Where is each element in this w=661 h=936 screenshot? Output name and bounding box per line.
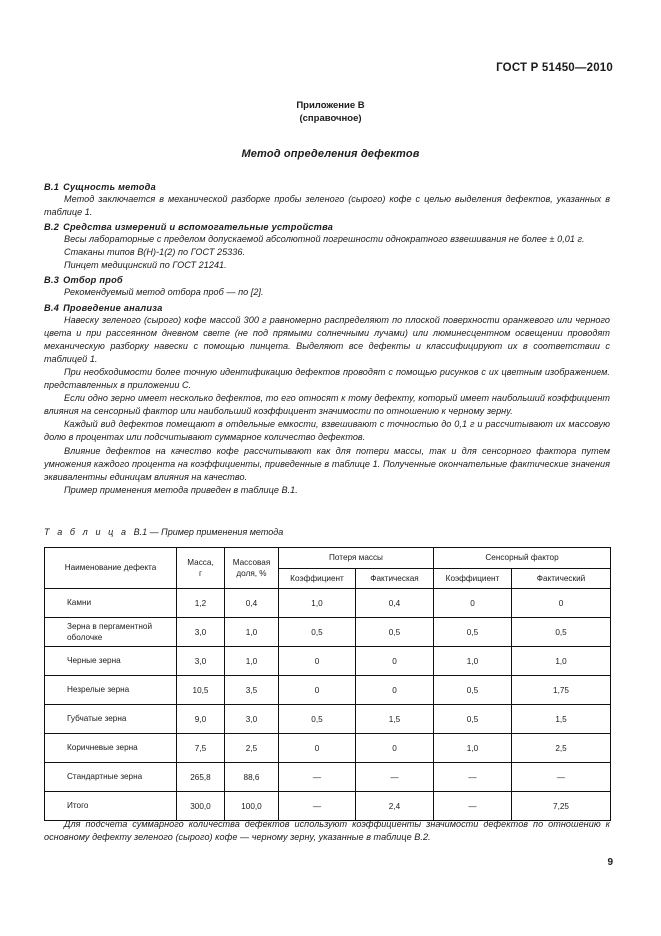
table-body xyxy=(45,589,611,821)
cell-loss-actual: 0 xyxy=(356,676,434,705)
cell-defect-name: Камни xyxy=(45,589,177,618)
cell-loss-coefficient: 0,5 xyxy=(279,705,356,734)
section-number-b4: В.4 xyxy=(44,302,60,313)
paragraph-b4-4: Каждый вид дефектов помещают в отдельные емкости, взвешивают с точностью до 0,1 г и рассчитывают их массовую долю в процентах или подсчитывают суммарное количество дефектов. xyxy=(44,419,610,443)
table-row xyxy=(45,763,611,792)
cell-loss-actual: 0 xyxy=(356,734,434,763)
paragraph-b2-2: Стаканы типов В(Н)-1(2) по ГОСТ 25336. xyxy=(64,247,246,258)
table-row-total xyxy=(45,792,611,821)
paragraph-b4-5: Влияние дефектов на качество кофе рассчитывают как для потери массы, так и для сенсорного фактора путем умножения каждого процента на коэффициенты, приведенные в таблице 1. Полученные окончательные фактические значения эквивалентны единицам влияния на качество. xyxy=(44,445,610,482)
cell-loss-actual: 2,4 xyxy=(356,792,434,821)
column-group-header-mass-loss: Потеря массы xyxy=(279,548,434,569)
cell-defect-name: Черные зерна xyxy=(45,647,177,676)
cell-loss-actual: 0,5 xyxy=(356,618,434,647)
cell-loss-coefficient: 1,0 xyxy=(279,589,356,618)
cell-mass: 3,0 xyxy=(177,647,225,676)
column-group-header-sensory: Сенсорный фактор xyxy=(434,548,611,569)
paragraph-b3-1: Рекомендуемый метод отбора проб — по [2]. xyxy=(64,287,264,298)
cell-mass: 265,8 xyxy=(177,763,225,792)
column-header-share xyxy=(225,548,279,589)
section-title-b4: Проведение анализа xyxy=(63,302,163,313)
column-header-mass xyxy=(177,548,225,589)
column-header-mass-line2: г xyxy=(199,569,202,578)
column-header-share-line1: Массовая xyxy=(232,557,271,567)
section-heading-b1 xyxy=(44,182,610,193)
paragraph-b4-1: Навеску зеленого (сырого) кофе массой 300 г равномерно распределяют по плоской поверхности оранжевого или черного цвета и при рассеянном дневном свете (не под прямыми солнечными лучами) или люминесцентном освещении проводят механическую разборку навески с помощью пинцета. Выделяют все дефекты и классифицируют их в соответствии с таблицей 1. xyxy=(44,314,610,364)
table-row xyxy=(45,734,611,763)
cell-share: 100,0 xyxy=(225,792,279,821)
paragraph-b4-3: Если одно зерно имеет несколько дефектов, то его относят к тому дефекту, который имеет наибольший коэффициент влияния на сенсорный фактор или наибольший коэффициент значимости по отношению к черному зерну. xyxy=(44,393,610,417)
section-title-b1: Сущность метода xyxy=(63,182,156,192)
cell-loss-actual: 0,4 xyxy=(356,589,434,618)
cell-mass: 9,0 xyxy=(177,705,225,734)
cell-sensory-actual: 1,0 xyxy=(512,647,611,676)
cell-defect-name: Коричневые зерна xyxy=(45,734,177,763)
annex-kind: (справочное) xyxy=(299,112,362,124)
cell-sensory-actual: 1,5 xyxy=(512,705,611,734)
cell-defect-name: Итого xyxy=(45,792,177,821)
table-caption xyxy=(44,527,283,537)
paragraph-b2-1: Весы лабораторные с пределом допускаемой абсолютной погрешности однократного взвешивания не более ± 0,01 г. xyxy=(64,234,585,245)
section-number-b1: В.1 xyxy=(44,182,60,192)
section-number-b2: В.2 xyxy=(44,222,60,233)
table-row xyxy=(45,676,611,705)
paragraph-b4-2: При необходимости более точную идентификацию дефектов проводят с помощью рисунков с их цветным изображением. представленных в приложении С. xyxy=(44,366,610,391)
table-head xyxy=(45,548,611,589)
paragraph-b2-3: Пинцет медицинский по ГОСТ 21241. xyxy=(64,260,227,271)
cell-share: 2,5 xyxy=(225,734,279,763)
section-heading-b2 xyxy=(44,222,610,233)
cell-sensory-actual: 0,5 xyxy=(512,618,611,647)
cell-defect-name: Незрелые зерна xyxy=(45,676,177,705)
cell-sensory-coefficient: — xyxy=(434,792,512,821)
table-caption-dash: — xyxy=(149,527,159,537)
section-title-b2: Средства измерений и вспомогательные устройства xyxy=(63,222,334,233)
cell-loss-coefficient: — xyxy=(279,763,356,792)
table-row xyxy=(45,589,611,618)
cell-mass: 10,5 xyxy=(177,676,225,705)
cell-share: 1,0 xyxy=(225,647,279,676)
cell-sensory-actual: 0 xyxy=(512,589,611,618)
cell-loss-coefficient: 0,5 xyxy=(279,618,356,647)
column-header-name: Наименование дефекта xyxy=(45,548,177,589)
column-header-loss-actual: Фактическая xyxy=(356,568,434,589)
cell-mass: 3,0 xyxy=(177,618,225,647)
cell-share: 3,0 xyxy=(225,705,279,734)
cell-sensory-actual: 7,25 xyxy=(512,792,611,821)
cell-share: 1,0 xyxy=(225,618,279,647)
cell-loss-actual: — xyxy=(356,763,434,792)
closing-content xyxy=(44,818,610,844)
cell-sensory-coefficient: 1,0 xyxy=(434,647,512,676)
page-number: 9 xyxy=(607,857,613,868)
cell-sensory-coefficient: 0,5 xyxy=(434,618,512,647)
paragraph-b1-1: Метод заключается в механической разборке пробы зеленого (сырого) кофе с целью выделения дефектов, указанных в таблице 1. xyxy=(44,194,610,218)
section-heading-b4 xyxy=(44,303,610,314)
cell-mass: 300,0 xyxy=(177,792,225,821)
cell-sensory-coefficient: 0,5 xyxy=(434,705,512,734)
running-header-standard-number: ГОСТ Р 51450—2010 xyxy=(496,62,613,74)
body-content xyxy=(44,182,610,497)
cell-loss-coefficient: 0 xyxy=(279,676,356,705)
cell-sensory-coefficient: — xyxy=(434,763,512,792)
cell-loss-coefficient: 0 xyxy=(279,647,356,676)
cell-sensory-actual: 2,5 xyxy=(512,734,611,763)
cell-loss-actual: 0 xyxy=(356,647,434,676)
cell-loss-coefficient: — xyxy=(279,792,356,821)
table-row xyxy=(45,705,611,734)
cell-sensory-coefficient: 1,0 xyxy=(434,734,512,763)
cell-share: 88,6 xyxy=(225,763,279,792)
cell-defect-name: Губчатые зерна xyxy=(45,705,177,734)
defect-example-table xyxy=(44,547,611,821)
cell-share: 3,5 xyxy=(225,676,279,705)
column-header-mass-line1: Масса, xyxy=(187,557,214,567)
cell-loss-coefficient: 0 xyxy=(279,734,356,763)
table-caption-word: Т а б л и ц а xyxy=(44,527,129,537)
column-header-loss-coefficient: Коэффициент xyxy=(279,568,356,589)
cell-mass: 7,5 xyxy=(177,734,225,763)
column-header-sensory-actual: Фактический xyxy=(512,568,611,589)
cell-sensory-coefficient: 0 xyxy=(434,589,512,618)
annex-label: Приложение В xyxy=(296,100,365,111)
cell-sensory-actual: — xyxy=(512,763,611,792)
section-number-b3: В.3 xyxy=(44,275,60,286)
paragraph-closing-1: Для подсчета суммарного количества дефектов используют коэффициенты значимости дефектов по отношению к основному дефекту зеленого (сырого) кофе — черному зерну, указанные в таблице В.2. xyxy=(44,819,610,843)
annex-caption xyxy=(0,100,661,126)
cell-loss-actual: 1,5 xyxy=(356,705,434,734)
column-header-sensory-coefficient: Коэффициент xyxy=(434,568,512,589)
section-heading-b3 xyxy=(44,275,610,286)
section-title-b3: Отбор проб xyxy=(63,275,123,286)
cell-defect-name: Стандартные зерна xyxy=(45,763,177,792)
cell-sensory-actual: 1,75 xyxy=(512,676,611,705)
cell-mass: 1,2 xyxy=(177,589,225,618)
table-row xyxy=(45,618,611,647)
table-caption-number: В.1 xyxy=(133,527,148,537)
cell-sensory-coefficient: 0,5 xyxy=(434,676,512,705)
cell-share: 0,4 xyxy=(225,589,279,618)
cell-defect-name: Зерна в пергаментной оболочке xyxy=(45,618,177,647)
paragraph-b4-6: Пример применения метода приведен в таблице В.1. xyxy=(64,484,298,495)
table-row xyxy=(45,647,611,676)
column-header-share-line2: доля, % xyxy=(236,569,267,578)
table-header-row-top xyxy=(45,548,611,569)
page-title: Метод определения дефектов xyxy=(241,148,420,160)
table-caption-text: Пример применения метода xyxy=(161,527,284,537)
